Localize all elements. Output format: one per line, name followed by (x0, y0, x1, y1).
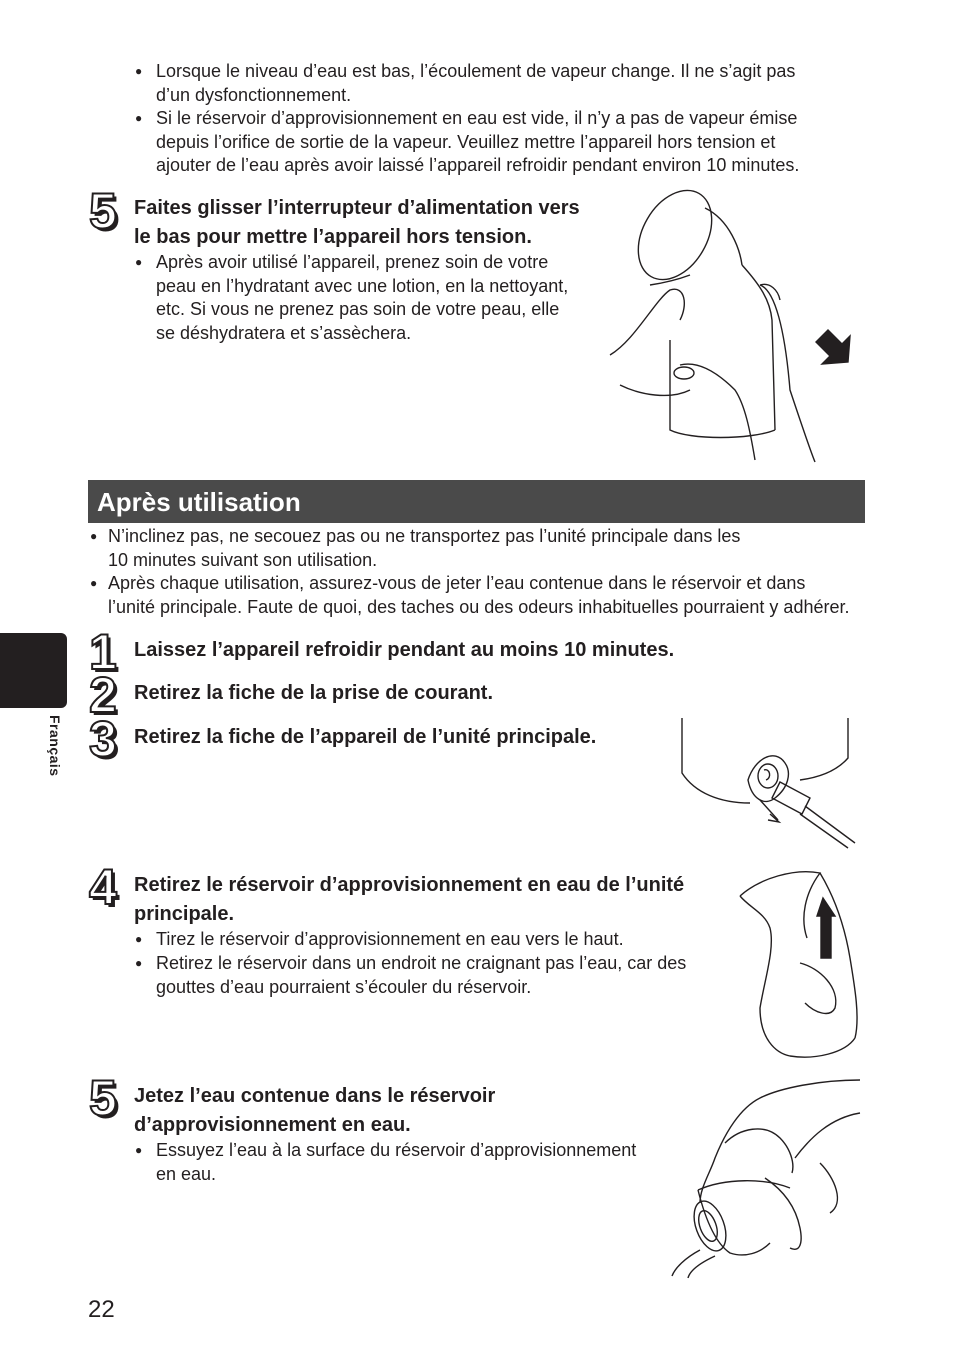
section-header (88, 480, 865, 523)
step-title: Retirez le réservoir d’approvisionnement en eau de l’unité principale. (134, 874, 685, 925)
step-number: 5 (89, 1070, 117, 1126)
step-title: Laissez l’appareil refroidir pendant au moins 10 minutes. (134, 639, 675, 661)
step-title: Jetez l’eau contenue dans le réservoir d’approvisionnement en eau. (134, 1085, 496, 1136)
step-note: ● Essuyez l’eau à la surface du réservoir d’approvisionnement en eau. (135, 1139, 696, 1186)
step-note: ● Retirez le réservoir dans un endroit ne craignant pas l’eau, car des gouttes d’eau pourraient s’écouler du réservoir. (135, 952, 746, 999)
step-note: ● Après avoir utilisé l’appareil, prenez soin de votre peau en l’hydratant avec une lotion, en la nettoyant, etc. Si vous ne prenez pas soin de votre peau, elle se déshydratera et s’assèchera. (135, 251, 626, 345)
step-note: ● Tirez le réservoir d’approvisionnement en eau vers le haut. (135, 928, 746, 952)
page-number: 22 (88, 1296, 115, 1323)
language-tab (0, 633, 67, 708)
section-note: ● N’inclinez pas, ne secouez pas ou ne transportez pas l’unité principale dans les 10 minutes suivant son utilisation. (90, 525, 888, 572)
power-off-illustration (610, 190, 865, 465)
pour-water-illustration (670, 1078, 862, 1278)
step-number: 3 (89, 711, 117, 767)
section-title: Après utilisation (97, 487, 301, 517)
step-title: Retirez la fiche de la prise de courant. (134, 682, 494, 704)
note-low-water: ● Lorsque le niveau d’eau est bas, l’écoulement de vapeur change. Il ne s’agit pas d’un dysfonctionnement. (135, 60, 876, 107)
step-number: 4 (89, 859, 117, 915)
step-number: 2 (89, 667, 117, 723)
section-note: ● Après chaque utilisation, assurez-vous de jeter l’eau contenue dans le réservoir et dans l’unité principale. Faute de quoi, des taches ou des odeurs inhabituelles pourraient y adhérer. (90, 572, 888, 619)
unplug-illustration (680, 718, 855, 848)
step-number: 5 (89, 183, 117, 239)
note-empty-tank: ● Si le réservoir d’approvisionnement en eau est vide, il n’y a pas de vapeur émise depuis l’orifice de sortie de la vapeur. Veuillez mettre l’appareil hors tension et ajouter de l’eau après avoir laissé l’appareil refroidir pendant environ 10 minutes. (135, 107, 876, 178)
step-title: Retirez la fiche de l’appareil de l’unité principale. (134, 726, 597, 748)
step-title: Faites glisser l’interrupteur d’alimentation vers le bas pour mettre l’appareil hors tension. (134, 197, 580, 248)
step-number: 1 (89, 624, 117, 680)
language-label: Français (47, 715, 63, 777)
remove-tank-illustration (735, 868, 860, 1060)
